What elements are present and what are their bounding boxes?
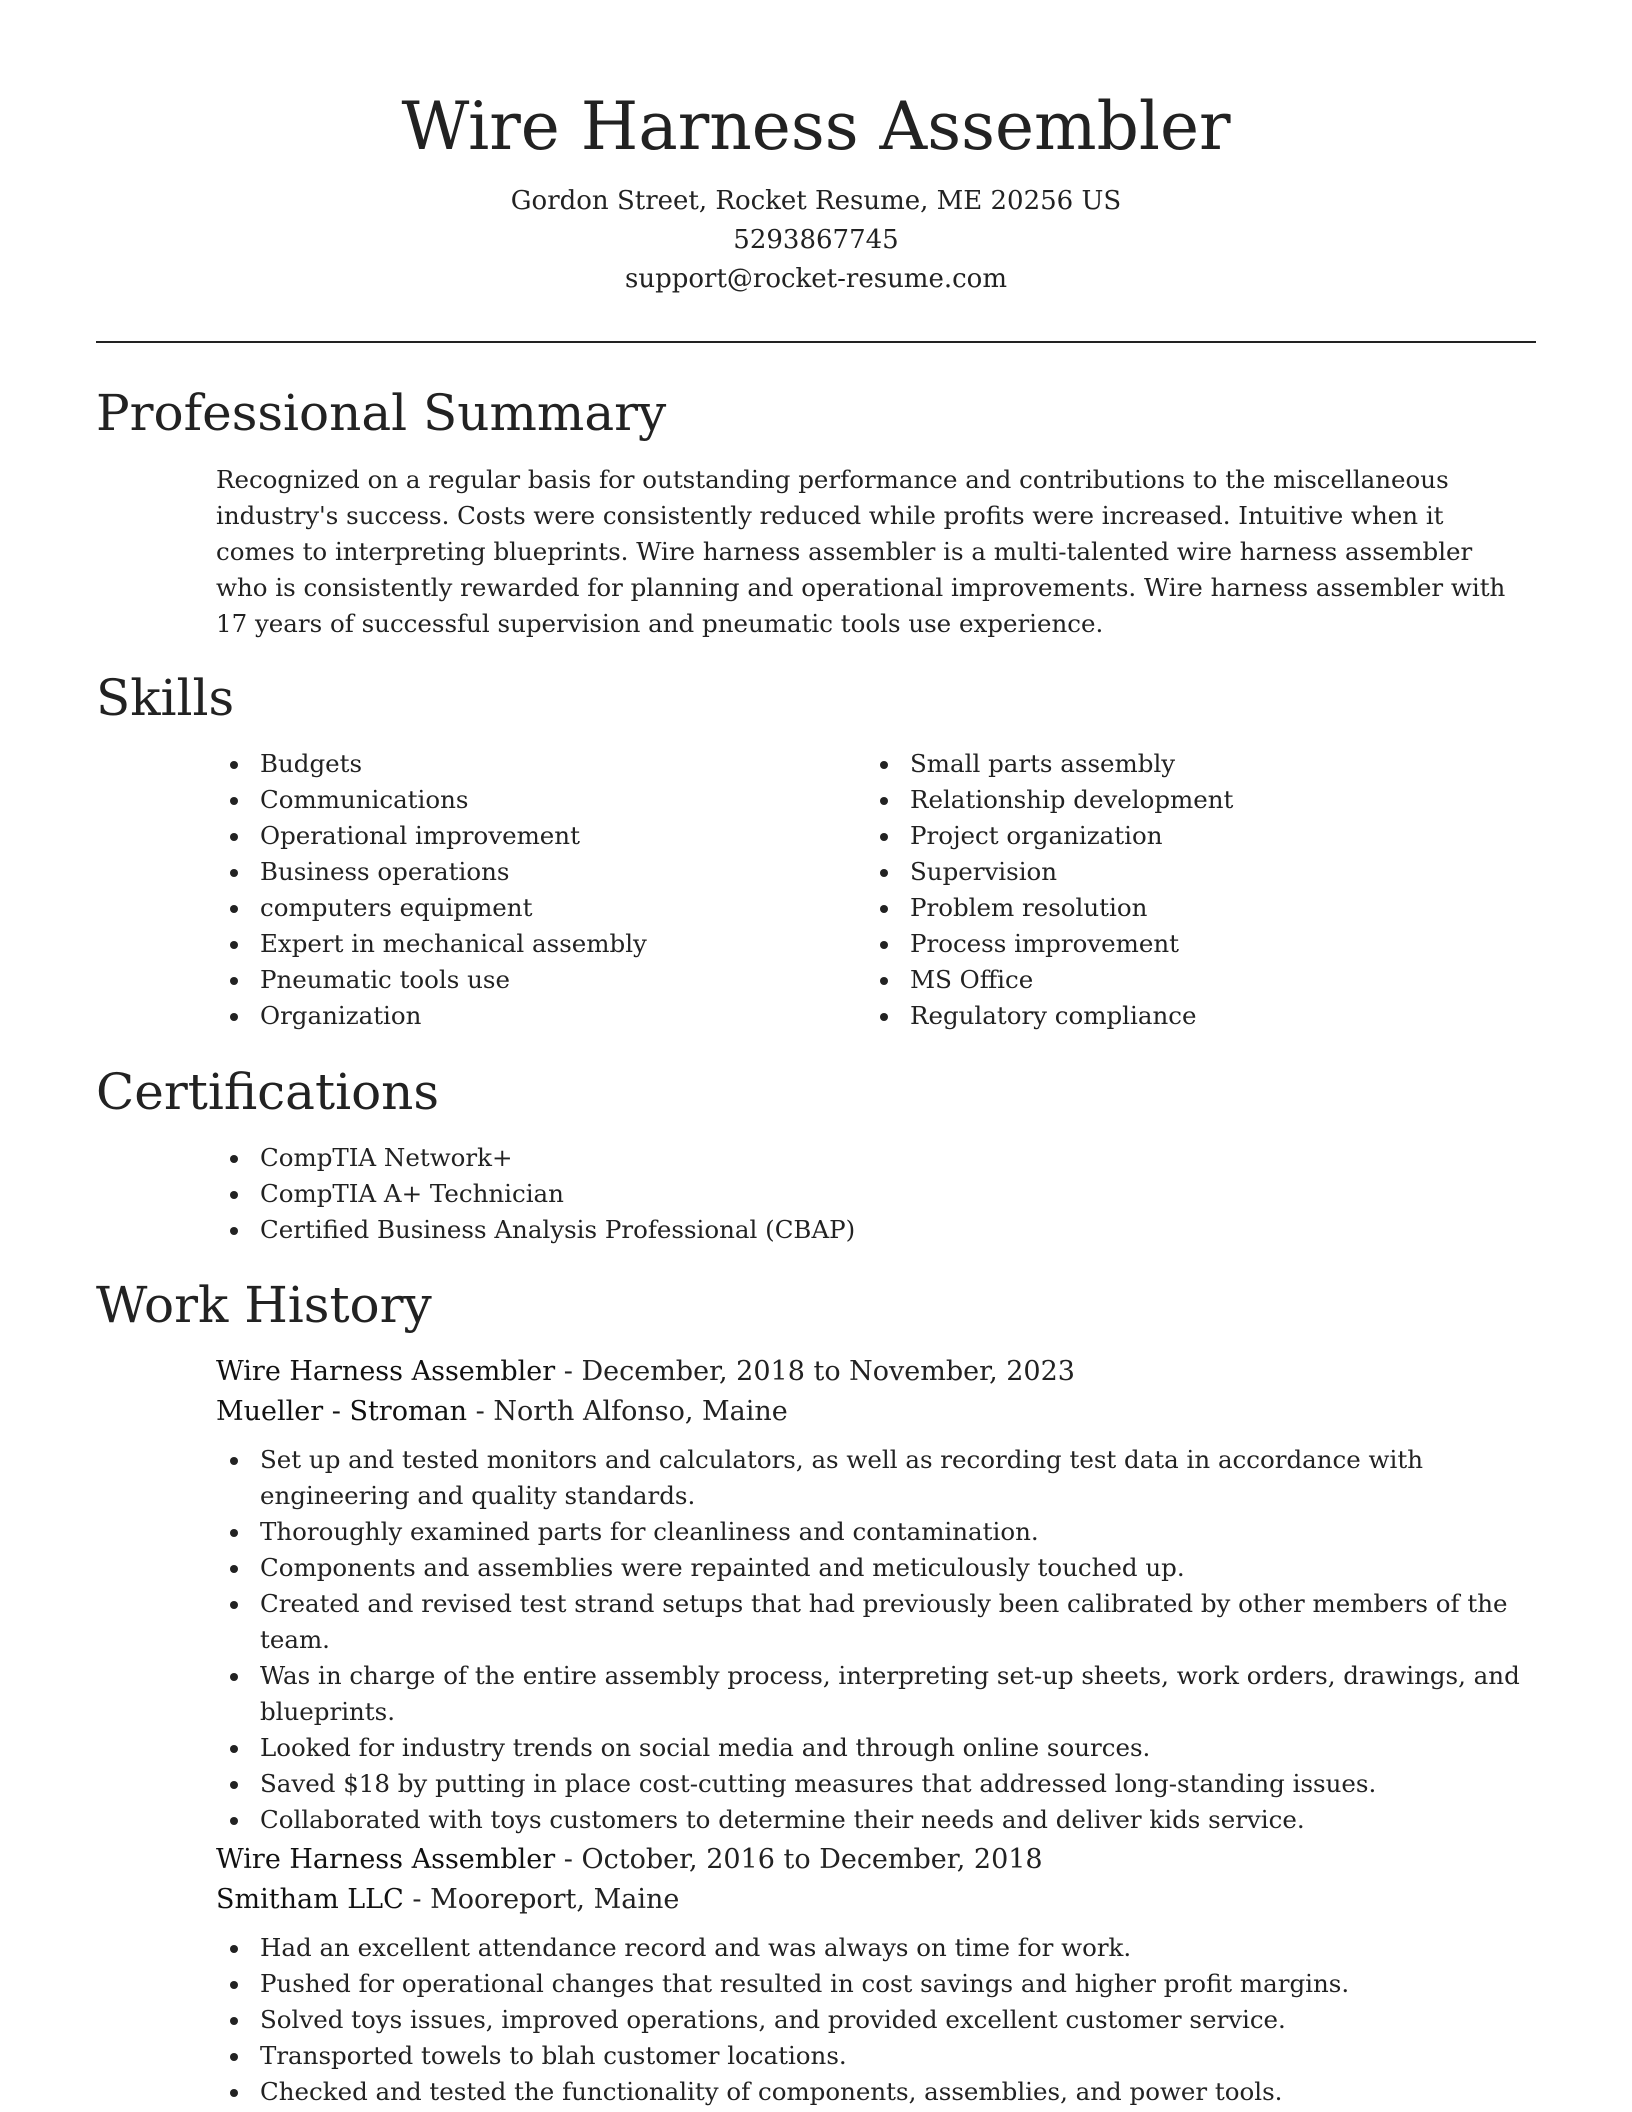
list-item: Was in charge of the entire assembly process, interpreting set-up sheets, work orders, drawings, and blueprints.: [216, 1658, 1536, 1730]
job-company-line: [216, 1392, 1536, 1432]
list-item: Looked for industry trends on social media and through online sources.: [216, 1730, 1536, 1766]
list-item: Project organization: [866, 818, 1506, 854]
job-title: Wire Harness Assembler: [216, 1356, 556, 1387]
list-item: Saved $18 by putting in place cost-cutting measures that addressed long-standing issues.: [216, 1766, 1536, 1802]
list-item: Set up and tested monitors and calculators, as well as recording test data in accordance with engineering and quality standards.: [216, 1442, 1536, 1514]
list-item: MS Office: [866, 962, 1506, 998]
job-title-line: [216, 1352, 1536, 1392]
list-item: Had an excellent attendance record and was always on time for work.: [216, 1930, 1536, 1966]
list-item: Checked and tested the functionality of components, assemblies, and power tools.: [216, 2074, 1536, 2110]
resume-header: [0, 0, 1632, 299]
list-item: Components and assemblies were repainted and meticulously touched up.: [216, 1550, 1536, 1586]
list-item: Collaborated with toys customers to determine their needs and deliver kids service.: [216, 1802, 1536, 1838]
job-entry: [216, 1352, 1536, 1838]
contact-info: [0, 182, 1632, 299]
summary-heading: Professional Summary: [96, 384, 667, 442]
summary-text: Recognized on a regular basis for outstanding performance and contributions to the miscellaneous industry's success. Costs were consistently reduced while profits were increased. Intuitive when it comes to interpreting blueprints. Wire harness assembler is a multi-talented wire harness assembler who is consistently rewarded for planning and operational improvements. Wire harness assembler with 17 years of successful supervision and pneumatic tools use experience.: [216, 465, 1506, 638]
list-item: Supervision: [866, 854, 1506, 890]
list-item: Operational improvement: [216, 818, 816, 854]
list-item: Budgets: [216, 746, 816, 782]
list-item: Regulatory compliance: [866, 998, 1506, 1034]
certifications-list: [216, 1140, 1516, 1248]
skills-list-right: [866, 746, 1506, 1034]
list-item: Certified Business Analysis Professional (CBAP): [216, 1212, 1516, 1248]
job-company-line: [216, 1880, 1536, 1920]
list-item: Pneumatic tools use: [216, 962, 816, 998]
job-bullets: [216, 1930, 1536, 2110]
list-item: CompTIA Network+: [216, 1140, 1516, 1176]
job-dates: - October, 2016 to December, 2018: [555, 1844, 1043, 1875]
job-title: Wire Harness Assembler: [216, 1844, 556, 1875]
list-item: Pushed for operational changes that resulted in cost savings and higher profit margins.: [216, 1966, 1536, 2002]
list-item: Created and revised test strand setups that had previously been calibrated by other members of the team.: [216, 1586, 1536, 1658]
job-company: Smitham LLC: [216, 1884, 404, 1915]
job-dates: - December, 2018 to November, 2023: [555, 1356, 1075, 1387]
job-bullets: [216, 1442, 1536, 1838]
list-item: Business operations: [216, 854, 816, 890]
work-history-heading: Work History: [96, 1276, 432, 1334]
list-item: Solved toys issues, improved operations, and provided excellent customer service.: [216, 2002, 1536, 2038]
list-item: Process improvement: [866, 926, 1506, 962]
certifications-heading: Certifications: [96, 1063, 440, 1121]
list-item: Expert in mechanical assembly: [216, 926, 816, 962]
job-company: Mueller - Stroman: [216, 1396, 468, 1427]
list-item: Relationship development: [866, 782, 1506, 818]
candidate-name: Wire Harness Assembler: [401, 88, 1231, 165]
job-location: - North Alfonso, Maine: [467, 1396, 788, 1427]
job-title-line: [216, 1840, 1536, 1880]
list-item: Small parts assembly: [866, 746, 1506, 782]
list-item: Problem resolution: [866, 890, 1506, 926]
job-location: - Mooreport, Maine: [403, 1884, 680, 1915]
header-divider: [96, 341, 1536, 343]
job-entry: [216, 1840, 1536, 2110]
list-item: computers equipment: [216, 890, 816, 926]
skills-heading: Skills: [96, 669, 235, 727]
skills-list-left: [216, 746, 816, 1034]
contact-phone: 5293867745: [733, 225, 899, 255]
list-item: Transported towels to blah customer locations.: [216, 2038, 1536, 2074]
list-item: Communications: [216, 782, 816, 818]
contact-email[interactable]: support@rocket-resume.com: [624, 264, 1007, 294]
list-item: Thoroughly examined parts for cleanliness and contamination.: [216, 1514, 1536, 1550]
list-item: CompTIA A+ Technician: [216, 1176, 1516, 1212]
list-item: Organization: [216, 998, 816, 1034]
contact-address: Gordon Street, Rocket Resume, ME 20256 US: [510, 186, 1122, 216]
